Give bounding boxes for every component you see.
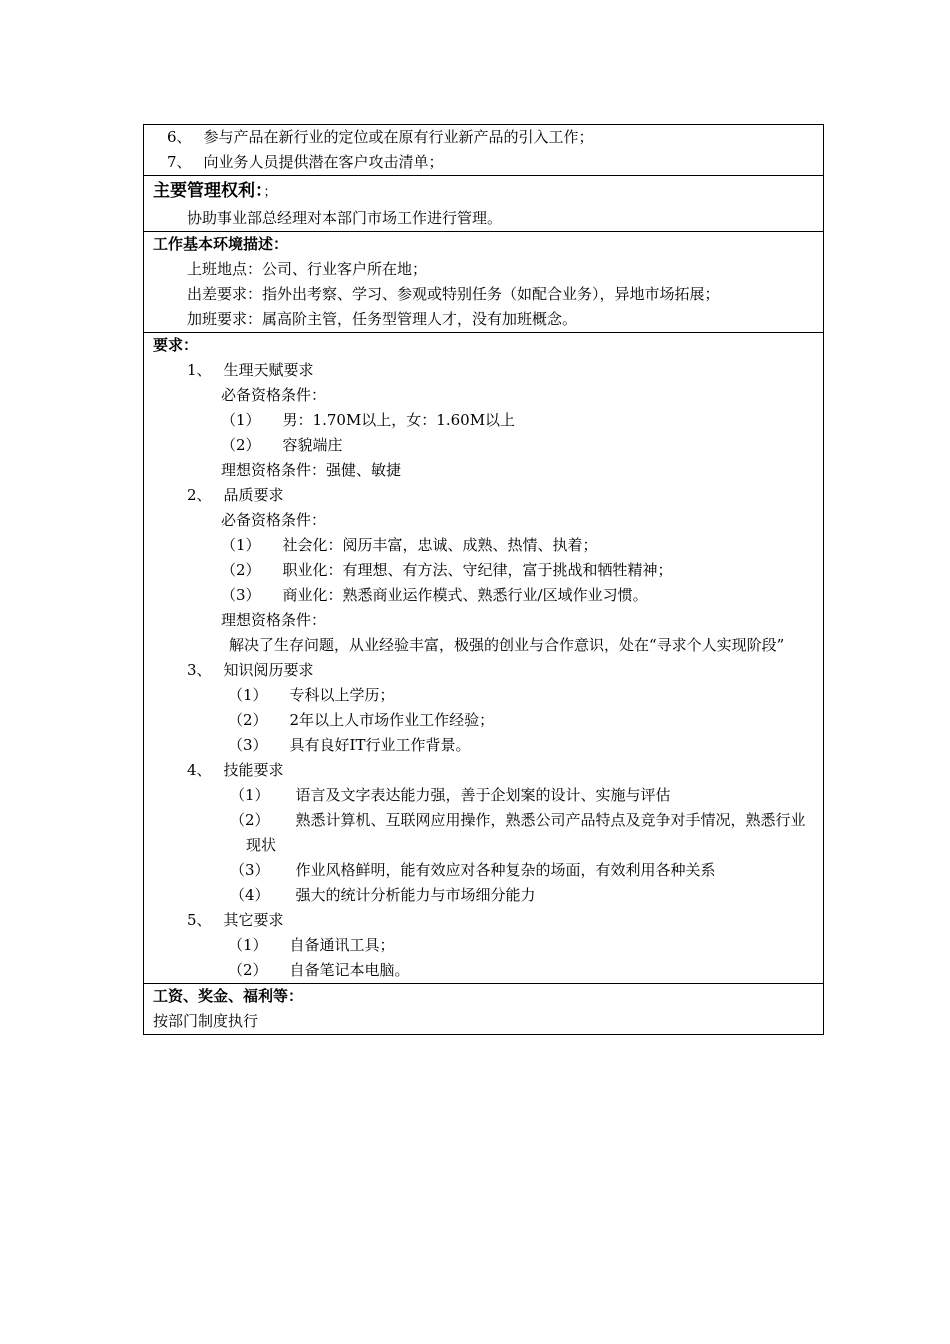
list-item: （3） 具有良好IT行业工作背景。 [228,736,471,754]
management-rights-section [144,175,823,231]
environment-heading: 工作基本环境描述： [153,235,289,253]
job-description-table [143,124,824,1035]
compensation-section [144,983,823,1034]
requirement-2-title: 2、 品质要求 [187,486,284,504]
requirement-1-title: 1、 生理天赋要求 [187,361,314,379]
management-rights-text: 协助事业部总经理对本部门市场工作进行管理。 [187,209,503,227]
list-item: （3） 作业风格鲜明，能有效应对各种复杂的场面，有效利用各种关系 [230,861,716,879]
list-item: （1） 专科以上学历； [228,686,395,704]
environment-line: 加班要求：属高阶主管，任务型管理人才，没有加班概念。 [187,310,578,328]
requirement-3-title: 3、 知识阅历要求 [187,661,314,679]
list-item: （3） 商业化：熟悉商业运作模式、熟悉行业/区域作业习惯。 [221,586,648,604]
ideal-label: 理想资格条件：强健、敏捷 [221,461,402,479]
requirement-5-title: 5、 其它要求 [187,911,284,929]
duty-item-7: 7、 向业务人员提供潜在客户攻击清单； [167,153,444,171]
list-item: （1） 自备通讯工具； [228,936,395,954]
list-item: （1） 社会化：阅历丰富，忠诚、成熟、热情、执着； [221,536,598,554]
requirements-heading: 要求： [153,336,199,354]
compensation-text: 按部门制度执行 [153,1012,259,1030]
environment-line: 出差要求：指外出考察、学习、参观或特别任务（如配合业务），异地市场拓展； [187,285,720,303]
environment-section [144,231,823,332]
list-item: （2） 熟悉计算机、互联网应用操作，熟悉公司产品特点及竞争对手情况，熟悉行业现状 [230,811,806,854]
compensation-heading: 工资、奖金、福利等： [153,987,304,1005]
list-item: （4） 强大的统计分析能力与市场细分能力 [230,886,536,904]
list-item: （1） 语言及文字表达能力强，善于企划案的设计、实施与评估 [230,786,671,804]
list-item: （2） 职业化：有理想、有方法、守纪律，富于挑战和牺牲精神； [221,561,673,579]
required-label: 必备资格条件： [221,386,327,404]
duty-item-6: 6、 参与产品在新行业的定位或在原有行业新产品的引入工作； [167,128,594,146]
environment-line: 上班地点：公司、行业客户所在地； [187,260,428,278]
list-item: （2） 2年以上人市场作业工作经验； [228,711,495,729]
requirement-4-title: 4、 技能要求 [187,761,284,779]
ideal-label: 理想资格条件： [221,611,327,629]
list-item: （1） 男：1.70M以上，女：1.60M以上 [221,411,516,429]
list-item: （2） 自备笔记本电脑。 [228,961,410,979]
management-rights-heading: 主要管理权利：； [153,181,277,201]
required-label: 必备资格条件： [221,511,327,529]
duties-section [144,125,823,175]
requirements-section [144,332,823,983]
ideal-text: 解决了生存问题，从业经验丰富，极强的创业与合作意识，处在“寻求个人实现阶段” [229,636,785,654]
list-item: （2） 容貌端庄 [221,436,343,454]
